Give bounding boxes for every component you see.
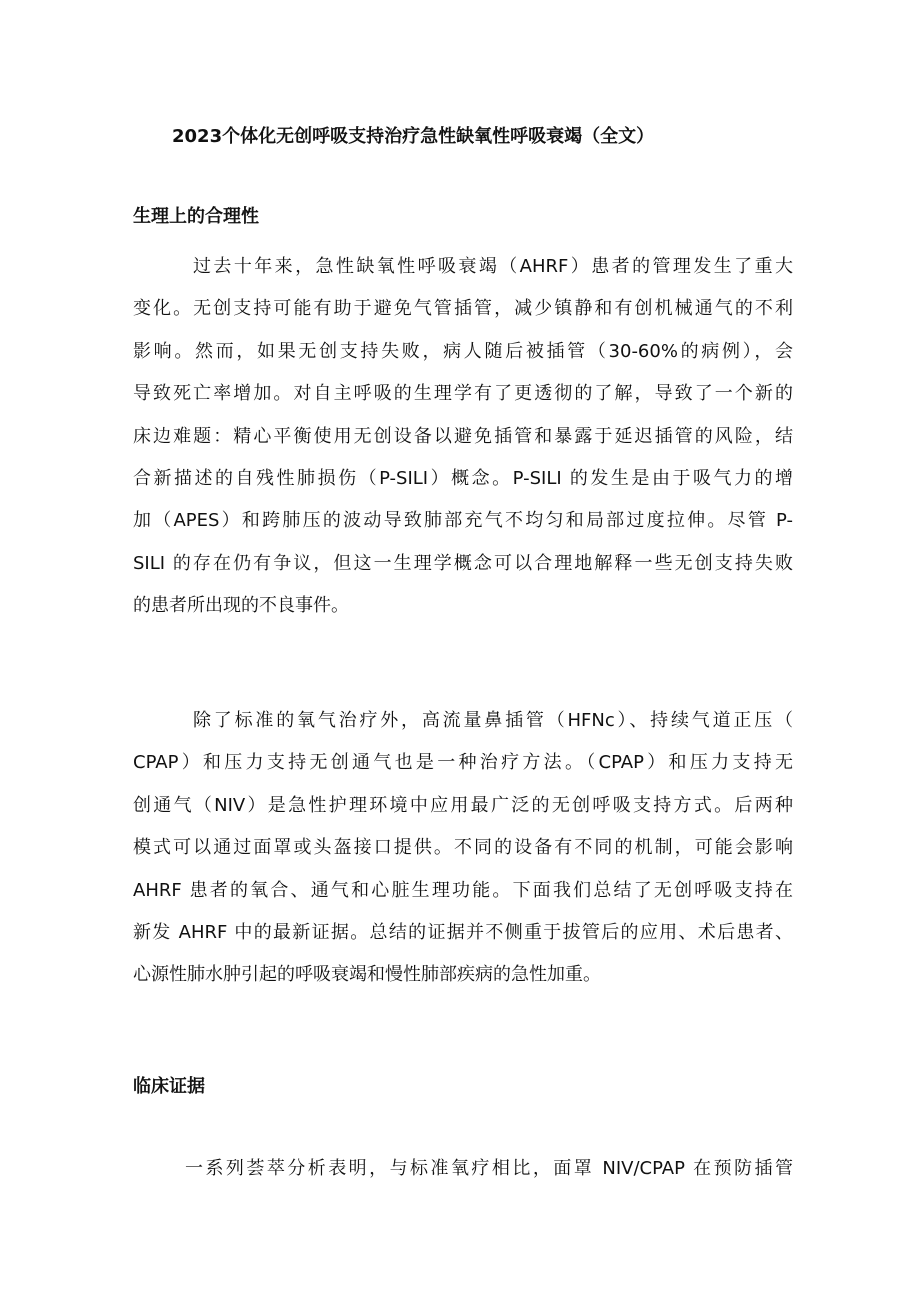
section-heading-physiology: 生理上的合理性 <box>133 206 259 227</box>
paragraph-line: 过去十年来，急性缺氧性呼吸衰竭（AHRF）患者的管理发生了重大 <box>193 256 793 277</box>
paragraph-line: 模式可以通过面罩或头盔接口提供。不同的设备有不同的机制，可能会影响 <box>133 837 793 859</box>
paragraph-line: 新发 AHRF 中的最新证据。总结的证据并不侧重于拔管后的应用、术后患者、 <box>133 922 793 944</box>
paragraph-line: 影响。然而，如果无创支持失败，病人随后被插管（30-60%的病例），会 <box>133 340 793 362</box>
paragraph-clinical-evidence-1 <box>133 1148 793 1190</box>
paragraph-line: 的患者所出现的不良事件。 <box>133 595 349 617</box>
paragraph-line: 导致死亡率增加。对自主呼吸的生理学有了更透彻的了解，导致了一个新的 <box>133 383 793 405</box>
paragraph-line: 加（APES）和跨肺压的波动导致肺部充气不均匀和局部过度拉伸。尽管 P- <box>133 510 793 532</box>
paragraph-line: 创通气（NIV）是急性护理环境中应用最广泛的无创呼吸支持方式。后两种 <box>133 794 793 816</box>
paragraph-line: SILI 的存在仍有争议，但这一生理学概念可以合理地解释一些无创支持失败 <box>133 552 793 574</box>
paragraph-line: 除了标准的氧气治疗外，高流量鼻插管（HFNc）、持续气道正压（ <box>193 710 793 731</box>
paragraph-physiology-1 <box>133 246 793 628</box>
paragraph-physiology-2 <box>133 700 793 997</box>
paragraph-line: 床边难题：精心平衡使用无创设备以避免插管和暴露于延迟插管的风险，结 <box>133 425 793 447</box>
section-heading-clinical-evidence: 临床证据 <box>133 1076 205 1097</box>
paragraph-line: 一系列荟萃分析表明，与标准氧疗相比，面罩 NIV/CPAP 在预防插管 <box>185 1158 793 1179</box>
paragraph-line: CPAP）和压力支持无创通气也是一种治疗方法。（CPAP）和压力支持无 <box>133 752 793 774</box>
document-title: 2023个体化无创呼吸支持治疗急性缺氧性呼吸衰竭（全文） <box>172 126 655 147</box>
paragraph-line: 合新描述的自残性肺损伤（P-SILI）概念。P-SILI 的发生是由于吸气力的增 <box>133 468 793 490</box>
paragraph-line: 心源性肺水肿引起的呼吸衰竭和慢性肺部疾病的急性加重。 <box>133 964 601 986</box>
paragraph-line: AHRF 患者的氧合、通气和心脏生理功能。下面我们总结了无创呼吸支持在 <box>133 879 793 901</box>
paragraph-line: 变化。无创支持可能有助于避免气管插管，减少镇静和有创机械通气的不利 <box>133 298 793 320</box>
